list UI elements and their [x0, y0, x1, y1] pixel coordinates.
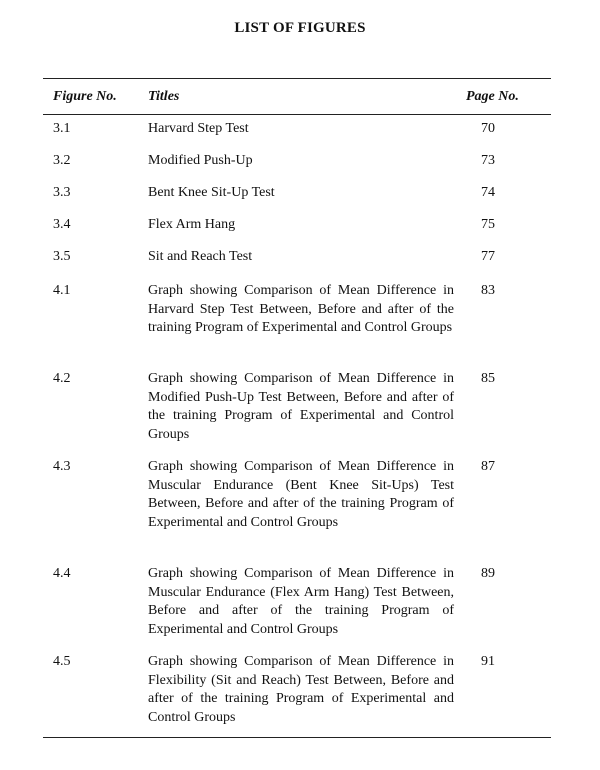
figure-page: 85: [481, 371, 495, 386]
figure-title: Modified Push-Up: [148, 153, 253, 168]
figure-title: Graph showing Comparison of Mean Difference in Modified Push-Up Test Between, Before and after of the training Program of Experimental and Control Groups: [148, 371, 454, 442]
figure-title: Sit and Reach Test: [148, 249, 253, 264]
figure-page: 87: [481, 459, 495, 474]
figure-number: 3.1: [53, 121, 71, 136]
figure-number: 4.1: [53, 283, 71, 298]
figure-title: Bent Knee Sit-Up Test: [148, 185, 275, 200]
table-top-rule: [43, 78, 551, 79]
figure-page: 73: [481, 153, 495, 168]
figure-number: 3.4: [53, 217, 71, 232]
table-bottom-rule: [43, 737, 551, 738]
figure-page: 70: [481, 121, 495, 136]
figure-number: 4.5: [53, 654, 71, 669]
figure-page: 75: [481, 217, 495, 232]
figure-title: Graph showing Comparison of Mean Difference in Muscular Endurance (Bent Knee Sit-Ups) Test Between, Before and after of the training Program of Experimental and Control Groups: [148, 459, 454, 530]
figure-number: 4.3: [53, 459, 71, 474]
figure-title: Graph showing Comparison of Mean Difference in Flexibility (Sit and Reach) Test Between, Before and after of the training Program of Experimental and Control Groups: [148, 654, 454, 725]
figure-page: 91: [481, 654, 495, 669]
figure-title: Graph showing Comparison of Mean Difference in Harvard Step Test Between, Before and after of the training Program of Experimental and Control Groups: [148, 283, 454, 335]
figure-page: 77: [481, 249, 495, 264]
figure-title: Graph showing Comparison of Mean Difference in Muscular Endurance (Flex Arm Hang) Test Between, Before and after of the training Program of Experimental and Control Groups: [148, 566, 454, 637]
header-page-no: Page No.: [466, 89, 519, 104]
figure-number: 3.2: [53, 153, 71, 168]
header-figure-no: Figure No.: [53, 89, 117, 104]
figure-page: 89: [481, 566, 495, 581]
figure-page: 74: [481, 185, 495, 200]
figure-title: Harvard Step Test: [148, 121, 249, 136]
header-titles: Titles: [148, 89, 180, 104]
page-title: LIST OF FIGURES: [234, 20, 366, 36]
figure-number: 3.3: [53, 185, 71, 200]
figure-number: 4.2: [53, 371, 71, 386]
figure-number: 4.4: [53, 566, 71, 581]
figure-title: Flex Arm Hang: [148, 217, 236, 232]
figure-number: 3.5: [53, 249, 71, 264]
table-header-rule: [43, 114, 551, 115]
figure-page: 83: [481, 283, 495, 298]
